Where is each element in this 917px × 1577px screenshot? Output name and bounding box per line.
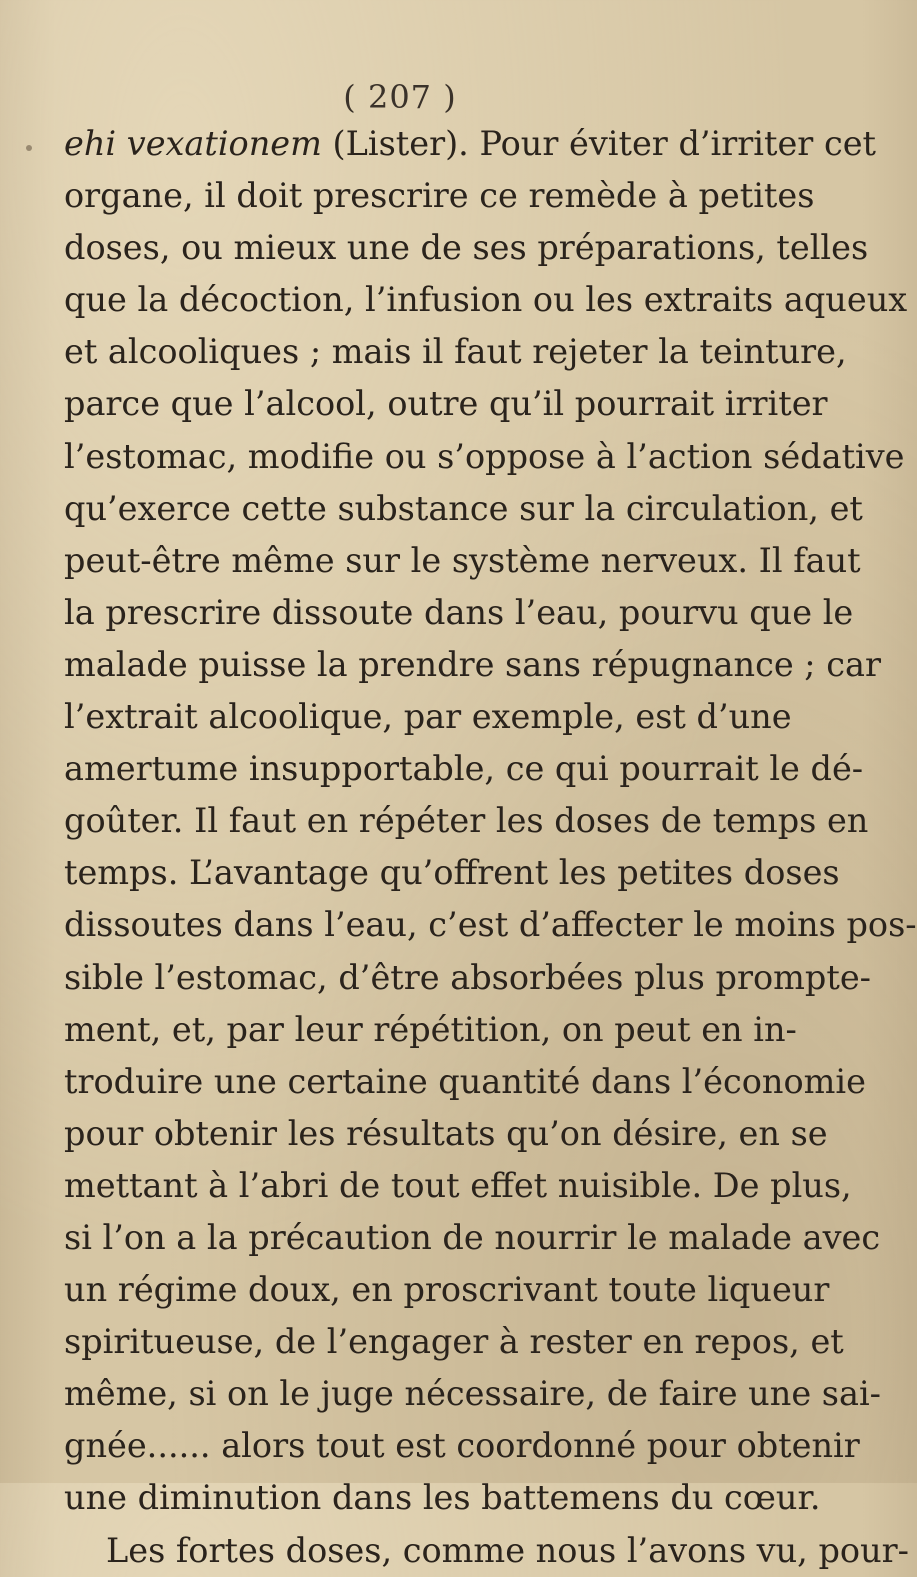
- latin-phrase: ehi vexationem: [64, 124, 322, 163]
- text-line: même, si on le juge nécessaire, de faire une sai-: [64, 1374, 882, 1414]
- text-line: spiritueuse, de l’engager à rester en repos, et: [64, 1322, 844, 1362]
- text-line: temps. L’avantage qu’offrent les petites doses: [64, 853, 840, 893]
- text-line: mettant à l’abri de tout effet nuisible. De plus,: [64, 1165, 852, 1205]
- text-line: goûter. Il faut en répéter les doses de temps en: [64, 801, 869, 841]
- text-line: si l’on a la précaution de nourrir le malade avec: [64, 1217, 881, 1257]
- page-number: ( 207 ): [343, 78, 457, 116]
- text-line: et alcooliques ; mais il faut rejeter la teinture,: [64, 332, 847, 372]
- text-line: peut-être même sur le système nerveux. Il faut: [64, 540, 861, 580]
- text-line: qu’exerce cette substance sur la circulation, et: [64, 488, 863, 528]
- text-line: amertume insupportable, ce qui pourrait le dé-: [64, 749, 864, 789]
- text-line: ment, et, par leur répétition, on peut en in-: [64, 1009, 797, 1049]
- text-line-rest: (Lister). Pour éviter d’irriter cet: [321, 124, 876, 163]
- text-line: pour obtenir les résultats qu’on désire, en se: [64, 1113, 828, 1153]
- text-line: malade puisse la prendre sans répugnance ; car: [64, 644, 881, 684]
- text-line: [64, 118, 876, 170]
- text-line: sible l’estomac, d’être absorbées plus prompte-: [64, 957, 871, 997]
- text-line: dissoutes dans l’eau, c’est d’affecter le moins pos-: [64, 905, 917, 945]
- text-line: l’estomac, modifie ou s’oppose à l’action sédative: [64, 436, 905, 476]
- text-line: parce que l’alcool, outre qu’il pourrait irriter: [64, 384, 828, 424]
- text-line: doses, ou mieux une de ses préparations, telles: [64, 228, 869, 268]
- text-line: une diminution dans les battemens du cœur.: [64, 1478, 821, 1518]
- text-line: que la décoction, l’infusion ou les extraits aqueux: [64, 280, 908, 320]
- text-line: l’extrait alcoolique, par exemple, est d’une: [64, 697, 792, 737]
- text-line: troduire une certaine quantité dans l’économie: [64, 1061, 866, 1101]
- text-line: la prescrire dissoute dans l’eau, pourvu que le: [64, 592, 854, 632]
- text-line: organe, il doit prescrire ce remède à petites: [64, 176, 815, 216]
- body-text: [64, 118, 917, 1577]
- paper-speck: [26, 145, 32, 151]
- text-line: un régime doux, en proscrivant toute liqueur: [64, 1270, 830, 1310]
- text-line: gnée...... alors tout est coordonné pour obtenir: [64, 1426, 860, 1466]
- text-line: Les fortes doses, comme nous l’avons vu, pour-: [106, 1530, 910, 1570]
